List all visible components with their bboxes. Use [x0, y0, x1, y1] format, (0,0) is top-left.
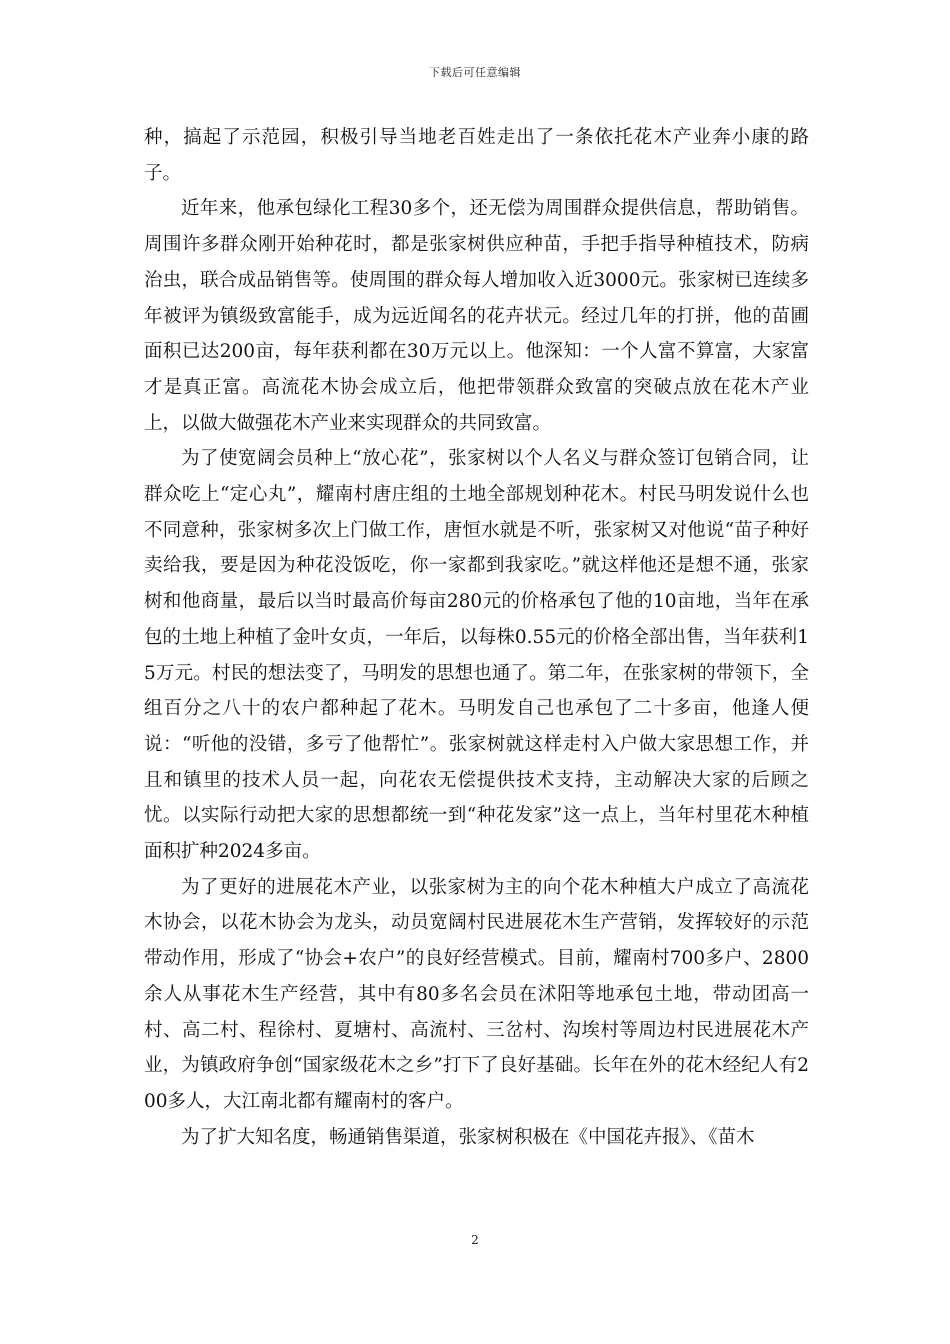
paragraph: 近年来，他承包绿化工程30多个，还无偿为周围群众提供信息，帮助销售。周围许多群众刚开始种花时，都是张家树供应种苗，手把手指导种植技术，防病治虫，联合成品销售等。使周围的群众每人增加收入近3000元。张家树已连续多年被评为镇级致富能手，成为远近闻名的花卉状元。经过几年的打拼，他的苗圃面积已达200亩，每年获利都在30万元以上。他深知：一个人富不算富，大家富才是真正富。高流花木协会成立后，他把带领群众致富的突破点放在花木产业上，以做大做强花木产业来实现群众的共同致富。: [144, 198, 809, 434]
paragraph: 为了更好的进展花木产业，以张家树为主的向个花木种植大户成立了高流花木协会，以花木协会为龙头，动员宽阔村民进展花木生产营销，发挥较好的示范带动作用，形成了“协会+农户”的良好经营模式。目前，耀南村700多户、2800余人从事花木生产经营，其中有80多名会员在沭阳等地承包土地，带动团高一村、高二村、程徐村、夏塘村、高流村、三岔村、沟埃村等周边村民进展花木产业，为镇政府争创“国家级花木之乡”打下了良好基础。长年在外的花木经纪人有200多人，大江南北都有耀南村的客户。: [144, 876, 809, 1112]
paragraph: 为了扩大知名度，畅通销售渠道，张家树积极在《中国花卉报》、《苗木: [181, 1126, 755, 1148]
paragraph: 为了使宽阔会员种上“放心花”，张家树以个人名义与群众签订包销合同，让群众吃上“定心丸”，耀南村唐庄组的土地全部规划种花木。村民马明发说什么也不同意种，张家树多次上门做工作，唐恒水就是不听，张家树又对他说“苗子种好卖给我，要是因为种花没饭吃，你一家都到我家吃。”就这样他还是想不通，张家树和他商量，最后以当时最高价每亩280元的价格承包了他的10亩地，当年在承包的土地上种植了金叶女贞，一年后，以每株0.55元的价格全部出售，当年获利15万元。村民的想法变了，马明发的思想也通了。第二年，在张家树的带领下，全组百分之八十的农户都种起了花木。马明发自己也承包了二十多亩，他逢人便说：“听他的没错，多亏了他帮忙”。张家树就这样走村入户做大家思想工作，并且和镇里的技术人员一起，向花农无偿提供技术支持，主动解决大家的后顾之忧。以实际行动把大家的思想都统一到“种花发家”这一点上，当年村里花木种植面积扩种2024多亩。: [144, 448, 809, 863]
paragraph: 种，搞起了示范园，积极引导当地老百姓走出了一条依托花木产业奔小康的路子。: [144, 127, 809, 184]
document-body: [144, 120, 809, 1155]
page-number: 2: [471, 1233, 479, 1247]
page-header: 下载后可任意编辑: [429, 66, 521, 79]
